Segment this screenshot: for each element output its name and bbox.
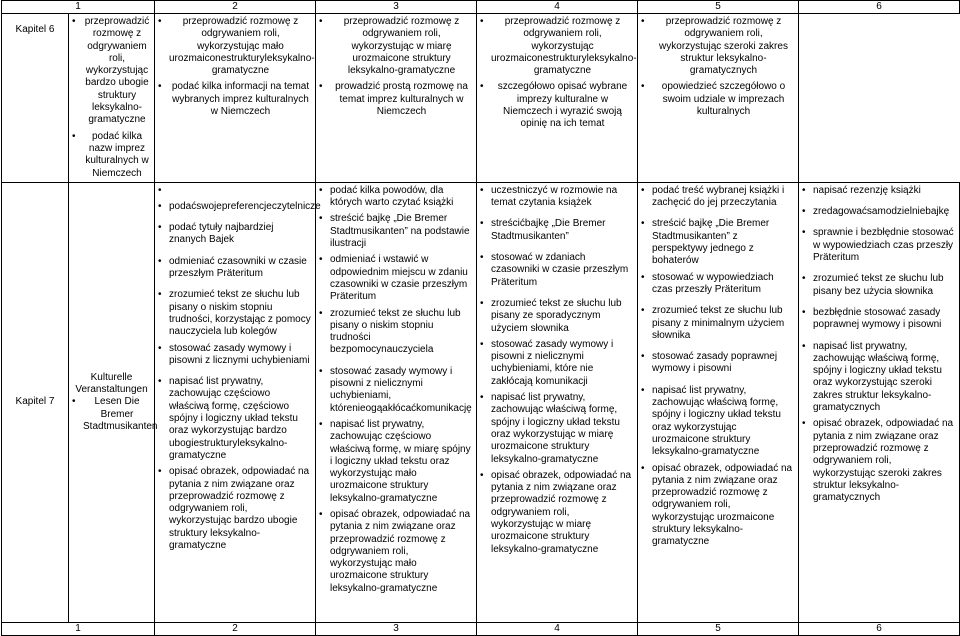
kapitel-6-cell	[477, 14, 638, 183]
kapitel-7-cell	[316, 182, 477, 622]
req-item: • stosować zasady wymowy i pisowni z licznymi uchybieniami	[158, 343, 312, 368]
kapitel-7-cell	[155, 182, 321, 622]
req-item: • opisać obrazek, odpowiadać na pytania z nim związane oraz przeprowadzić rozmowę z odgrywaniem roli, wykorzystując urozmaicone struktury leksykalno-gramatyczne	[641, 463, 795, 549]
req-item: • streścić bajkę „Die Bremer Stadtmusikanten” na podstawie ilustracji	[319, 213, 473, 250]
footer-cell: 2	[155, 622, 316, 635]
kapitel-7-cell	[799, 182, 960, 622]
kapitel-label: Kapitel 6	[2, 14, 69, 183]
kapitel-6-cell	[69, 14, 155, 183]
req-item: • streścić bajkę „Die Bremer Stadtmusikanten” z perspektywy jednego z bohaterów	[641, 218, 795, 267]
header-cell: 5	[638, 1, 799, 14]
kapitel-6-cell	[316, 14, 477, 183]
header-cell: 2	[155, 1, 316, 14]
req-item: • opisać obrazek, odpowiadać na pytania z nim związane oraz przeprowadzić rozmowę z odgrywaniem roli, wykorzystując bardzo ubogie struktury leksykalno- gramatyczne	[158, 466, 312, 552]
req-item: • opowiedzieć szczegółowo o swoim udziale w imprezach kulturalnych	[641, 81, 795, 118]
req-item: • odmieniać i wstawić w odpowiednim miejscu w zdaniu czasowniki w czasie przeszłym Präteritum	[319, 254, 473, 303]
req-item: • napisać rezenzję książki	[802, 185, 956, 197]
header-cell: 6	[799, 1, 960, 14]
topic-cell	[69, 182, 158, 622]
req-item: • przeprowadzić rozmowę z odgrywaniem roli, wykorzystując mało urozmaiconestrukturyleksykalno-gramatyczne	[158, 16, 312, 77]
footer-cell: 3	[316, 622, 477, 635]
header-cell: 4	[477, 1, 638, 14]
req-item: • odmieniać czasowniki w czasie przeszłym Präteritum	[158, 256, 312, 281]
req-item: • zrozumieć tekst ze słuchu lub pisany bez użycia słownika	[802, 273, 956, 298]
kapitel-7-row	[2, 182, 960, 622]
req-item: • zrozumieć tekst ze słuchu lub pisany z minimalnym użyciem słownika	[641, 305, 795, 342]
req-item: • sprawnie i bezbłędnie stosować w wypowiedziach czas przeszły Präteritum	[802, 227, 956, 264]
req-item: • uczestniczyć w rozmowie na temat czytania książek	[480, 185, 634, 210]
req-item: • stosować zasady wymowy i pisowni z nielicznymi uchybieniami, którenieogąakłócaćkomunikację	[319, 366, 473, 415]
req-item: • podaćswojepreferencjeczytelnicze	[158, 201, 312, 213]
req-item: • podać treść wybranej książki i zachęcić do jej przeczytania	[641, 185, 795, 210]
req-item: • przeprowadzić rozmowę z odgrywaniem roli, wykorzystując w miarę urozmaicone struktury leksykalno-gramatyczne	[319, 16, 473, 77]
topic-item: • Lesen Die Bremer Stadtmusikanten	[72, 396, 151, 433]
footer-row	[2, 622, 960, 635]
kapitel-7-cell	[477, 182, 638, 622]
header-cell: 3	[316, 1, 477, 14]
req-item: • napisać list prywatny, zachowując właściwą formę, spójny i logiczny układ tekstu oraz wykorzystując szeroki zakres struktur leksykalno-gramatycznych	[802, 341, 956, 415]
footer-cell: 4	[477, 622, 638, 635]
req-item: • bezbłędnie stosować zasady poprawnej wymowy i pisowni	[802, 307, 956, 332]
requirements-table	[1, 0, 960, 636]
kapitel-label: Kapitel 7	[2, 182, 69, 622]
req-item: • napisać list prywatny, zachowując właściwą formę, spójny i logiczny układ tekstu oraz wykorzystując urozmaicone struktury leksykalno-gramatyczne	[641, 385, 795, 459]
footer-cell: 6	[799, 622, 960, 635]
footer-cell: 5	[638, 622, 799, 635]
req-item: • opisać obrazek, odpowiadać na pytania z nim związane oraz przeprowadzić rozmowę z odgrywaniem roli, wykorzystując mało urozmaicone struktury leksykalno-gramatyczne	[319, 509, 473, 595]
header-cell: 1	[2, 1, 155, 14]
req-item: • zrozumieć tekst ze słuchu lub pisany o niskim stopniu trudności bezpomocynauczyciela	[319, 308, 473, 357]
kapitel-6-cell	[155, 14, 316, 183]
req-item: • prowadzić prostą rozmowę na temat imprez kulturalnych w Niemczech	[319, 81, 473, 118]
req-item: • przeprowadzić rozmowę z odgrywaniem roli, wykorzystując bardzo ubogie struktury leksykalno-gramatyczne	[72, 16, 151, 127]
kapitel-7-cell	[638, 182, 799, 622]
req-item: • streścićbajkę „Die Bremer Stadtmusikanten”	[480, 218, 634, 243]
req-item: • podać tytuły najbardziej znanych Bajek	[158, 222, 312, 247]
req-item: • przeprowadzić rozmowę z odgrywaniem roli, wykorzystując urozmaiconestrukturyleksykalno-gramatyczne	[480, 16, 634, 77]
req-item: • napisać list prywatny, zachowując częściowo właściwą formę, częściowo spójny i logiczny układ tekstu oraz wykorzystując bardzo ubogiestrukturyleksykalno-gramatyczne	[158, 376, 312, 462]
req-item: • stosować w wypowiedziach czas przeszły Präteritum	[641, 272, 795, 297]
req-item: • napisać list prywatny, zachowując częściowo właściwą formę, w miarę spójny i logiczny układ tekstu oraz wykorzystując mało urozmaicone struktury leksykalno-gramatyczne	[319, 419, 473, 505]
req-item: • opisać obrazek, odpowiadać na pytania z nim związane oraz przeprowadzić rozmowę z odgrywaniem roli, wykorzystując szeroki zakres struktur leksykalno-gramatycznych	[802, 418, 956, 504]
req-item	[158, 185, 312, 197]
req-item: • zrozumieć tekst ze słuchu lub pisany o niskim stopniu trudności, korzystając z pomocy nauczyciela lub kolegów	[158, 289, 312, 338]
req-item: • stosować zasady wymowy i pisowni z nielicznymi uchybieniami, które nie zakłócają komunikacji	[480, 339, 634, 388]
req-item: • napisać list prywatny, zachowując właściwą formę, spójny i logiczny układ tekstu oraz wykorzystując w miarę urozmaicone struktury leksykalno-gramatyczne	[480, 392, 634, 466]
kapitel-6-row	[2, 14, 960, 183]
topic-title: Kulturelle Veranstaltungen	[75, 371, 148, 395]
req-item: • zrozumieć tekst ze słuchu lub pisany ze sporadycznym użyciem słownika	[480, 298, 634, 335]
kapitel-6-cell	[638, 14, 799, 183]
req-item: • podać kilka informacji na temat wybranych imprez kulturalnych w Niemczech	[158, 81, 312, 118]
req-item: • szczegółowo opisać wybrane imprezy kulturalne w Niemczech i wyrazić swoją opinię na ich temat	[480, 81, 634, 130]
req-item: • stosować zasady poprawnej wymowy i pisowni	[641, 351, 795, 376]
req-item: • stosować w zdaniach czasowniki w czasie przeszłym Präteritum	[480, 252, 634, 289]
footer-cell: 1	[2, 622, 155, 635]
header-row	[2, 1, 960, 14]
req-item: • zredagowaćsamodzielniebajkę	[802, 206, 956, 218]
req-item: • opisać obrazek, odpowiadać na pytania z nim związane oraz przeprowadzić rozmowę z odgrywaniem roli, wykorzystując w miarę urozmaicone struktury leksykalno-gramatyczne	[480, 470, 634, 556]
req-item: • podać kilka powodów, dla których warto czytać książki	[319, 185, 473, 210]
req-item: • przeprowadzić rozmowę z odgrywaniem roli, wykorzystując szeroki zakres struktur leksykalno-gramatycznych	[641, 16, 795, 77]
req-item: • podać kilka nazw imprez kulturalnych w Niemczech	[72, 131, 151, 180]
